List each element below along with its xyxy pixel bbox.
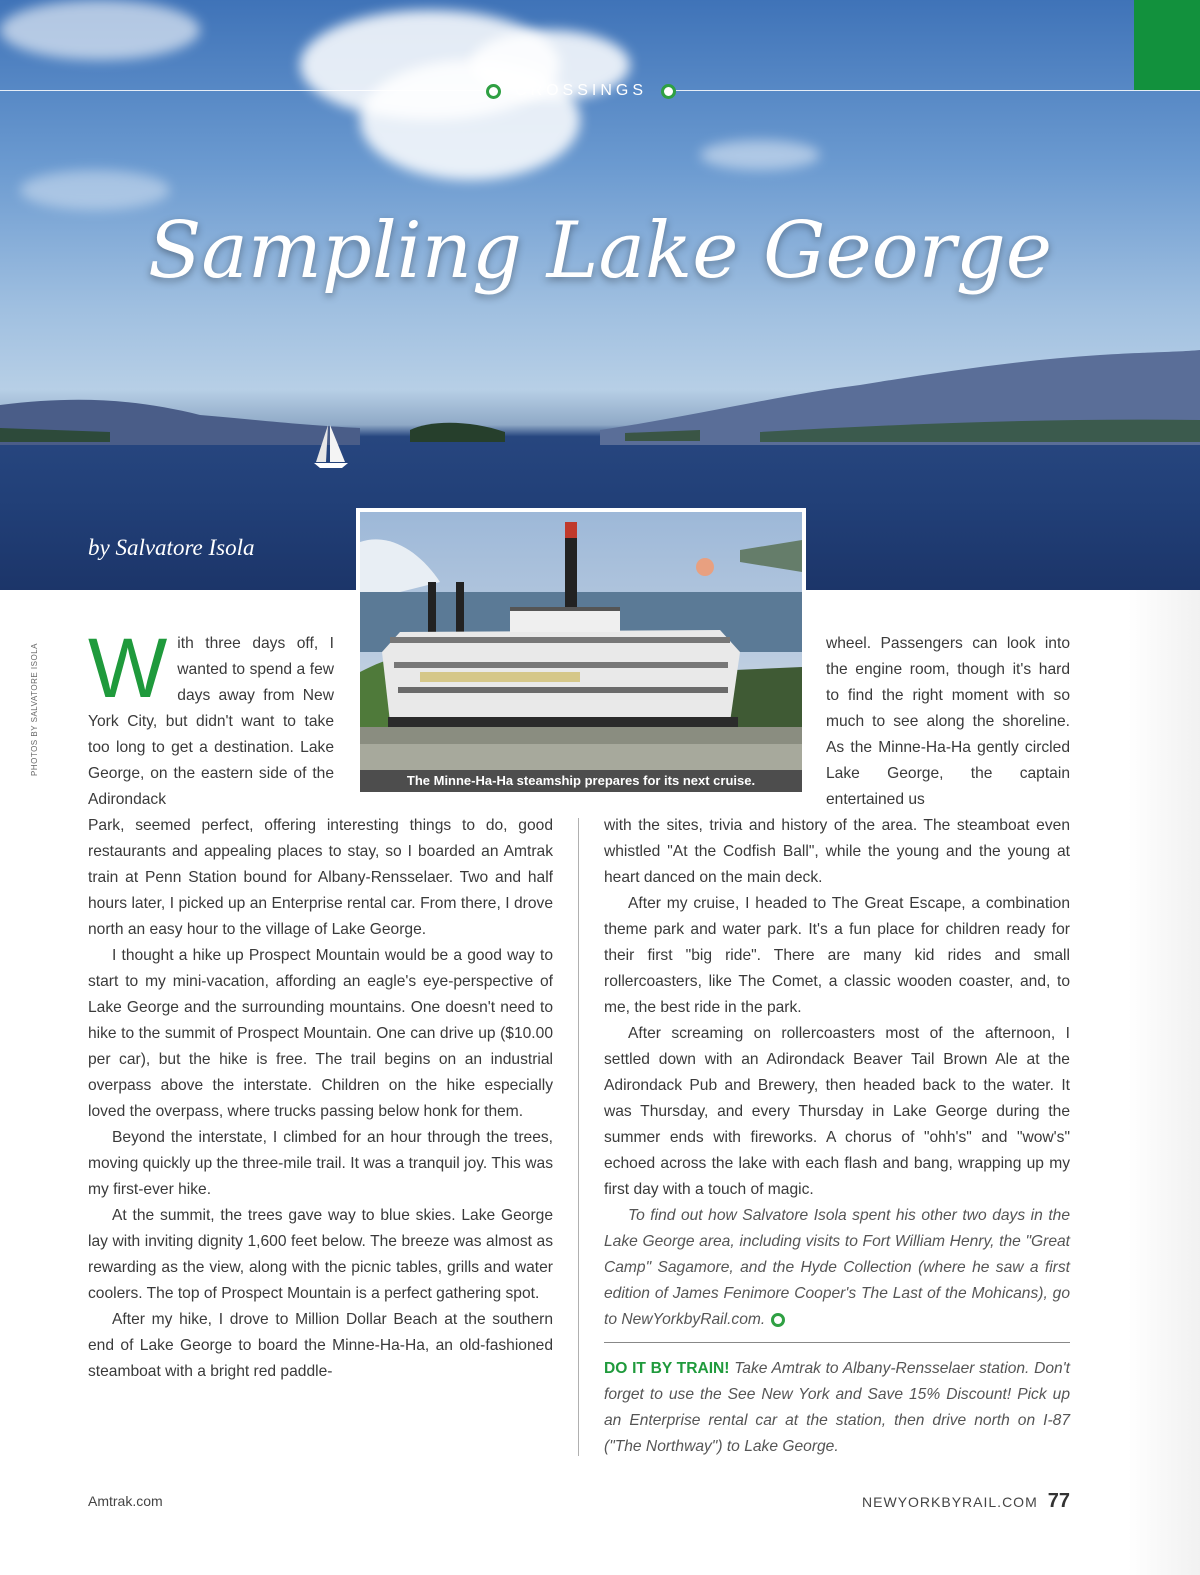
photo-credit-text: PHOTOS BY SALVATORE ISOLA [30, 643, 39, 776]
closing-note-text: To find out how Salvatore Isola spent his other two days in the Lake George area, including visits to Fort William Henry, the "Great Camp" Sagamore, and the Hyde Collection (where he saw a first edition of James Fenimore Cooper's The Last of the Mohicans), go to NewYorkbyRail.com. [604, 1207, 1070, 1328]
steamship-photo [356, 508, 806, 796]
article-title: Sampling Lake George [147, 206, 1052, 296]
page-number: 77 [1047, 1490, 1070, 1512]
section-tab [1134, 0, 1200, 90]
byline: by Salvatore Isola [88, 535, 255, 560]
header-rule-right [676, 90, 1200, 91]
intro-text: ith three days off, I wanted to spend a few days away from New York City, but didn't want to take too long to get a destination. Lake George, on the eastern side of the Adirondack [88, 635, 334, 808]
column-2-body [604, 813, 1070, 1333]
drop-cap: W [88, 621, 168, 715]
paragraph: After screaming on rollercoasters most of the afternoon, I settled down with an Adirondack Beaver Tail Brown Ale at the Adirondack Pub and Brewery, then headed back to the water. It was Thursday, and every Thursday in Lake George during the summer ends with fireworks. A chorus of "ohh's" and "wow's" echoed across the lake with each flash and bang, wrapping up my first day with a touch of magic. [604, 1025, 1070, 1198]
paragraph: After my hike, I drove to Million Dollar Beach at the southern end of Lake George to board the Minne-Ha-Ha, an old-fashioned steamboat with a bright red paddle- [88, 1311, 553, 1380]
photo-caption: The Minne-Ha-Ha steamship prepares for its next cruise. [360, 770, 802, 792]
header-rule-left [0, 90, 484, 91]
column-1-body [88, 813, 553, 1385]
sidebar-rule [604, 1342, 1070, 1343]
section-header [486, 80, 676, 102]
footer-right [862, 1490, 1070, 1513]
train-sidebar [604, 1356, 1070, 1460]
sidebar-text: Take Amtrak to Albany-Rensselaer station. Don't forget to use the See New York and Save 15% Discount! Pick up an Enterprise rental car at the station, then drive north on I-87 ("The Northway") to Lake George. [604, 1360, 1070, 1455]
paragraph: After my cruise, I headed to The Great Escape, a combination theme park and water park. It's a fun place for children ready for their first "big ride". There are many kid rides and small rollercoasters, like The Comet, a classic wooden coaster, and, to me, the best ride in the park. [604, 895, 1070, 1016]
paragraph: I thought a hike up Prospect Mountain would be a good way to start to my mini-vacation, affording an eagle's eye-perspective of Lake George and the surrounding mountains. One doesn't need to hike to the summit of Prospect Mountain. One can drive up ($10.00 per car), but the hike is free. The trail begins on an industrial overpass above the interstate. Children on the hike especially loved the overpass, where trucks passing below honk for them. [88, 947, 553, 1120]
paragraph: Park, seemed perfect, offering interesting things to do, good restaurants and appealing places to stay, so I boarded an Amtrak train at Penn Station bound for Albany-Rensselaer. Two and half hours later, I picked up an Enterprise rental car. From there, I drove north an easy hour to the village of Lake George. [88, 817, 553, 938]
paragraph: At the summit, the trees gave way to blue skies. Lake George lay with inviting dignity 1,600 feet below. The breeze was almost as rewarding as the view, along with the picnic tables, grills and water coolers. The top of Prospect Mountain is a perfect gathering spot. [88, 1207, 553, 1302]
footer-url: NEWYORKBYRAIL.COM [862, 1494, 1038, 1510]
end-mark-icon [771, 1313, 785, 1327]
photo-credit [30, 636, 46, 776]
closing-note [604, 1203, 1070, 1333]
ring-icon [661, 84, 676, 99]
section-label: CROSSINGS [514, 82, 647, 99]
sidebar-title: DO IT BY TRAIN! [604, 1360, 730, 1377]
footer-site: Amtrak.com [88, 1493, 163, 1509]
paragraph: with the sites, trivia and history of the area. The steamboat even whistled "At the Codfish Ball", while the young and the young at heart danced on the main deck. [604, 817, 1070, 886]
ring-icon [486, 84, 501, 99]
column-2-intro [826, 631, 1070, 813]
column-1-intro [88, 621, 334, 813]
hero-lake-photo [0, 0, 1200, 590]
page-edge [1128, 590, 1200, 1575]
steamship-image [360, 512, 802, 774]
paragraph: wheel. Passengers can look into the engine room, though it's hard to find the right moment with so much to see along the shoreline. As the Minne-Ha-Ha gently circled Lake George, the captain entertained us [826, 635, 1070, 808]
column-divider [578, 818, 579, 1456]
paragraph: Beyond the interstate, I climbed for an hour through the trees, moving quickly up the three-mile trail. It was a tranquil joy. This was my first-ever hike. [88, 1129, 553, 1198]
